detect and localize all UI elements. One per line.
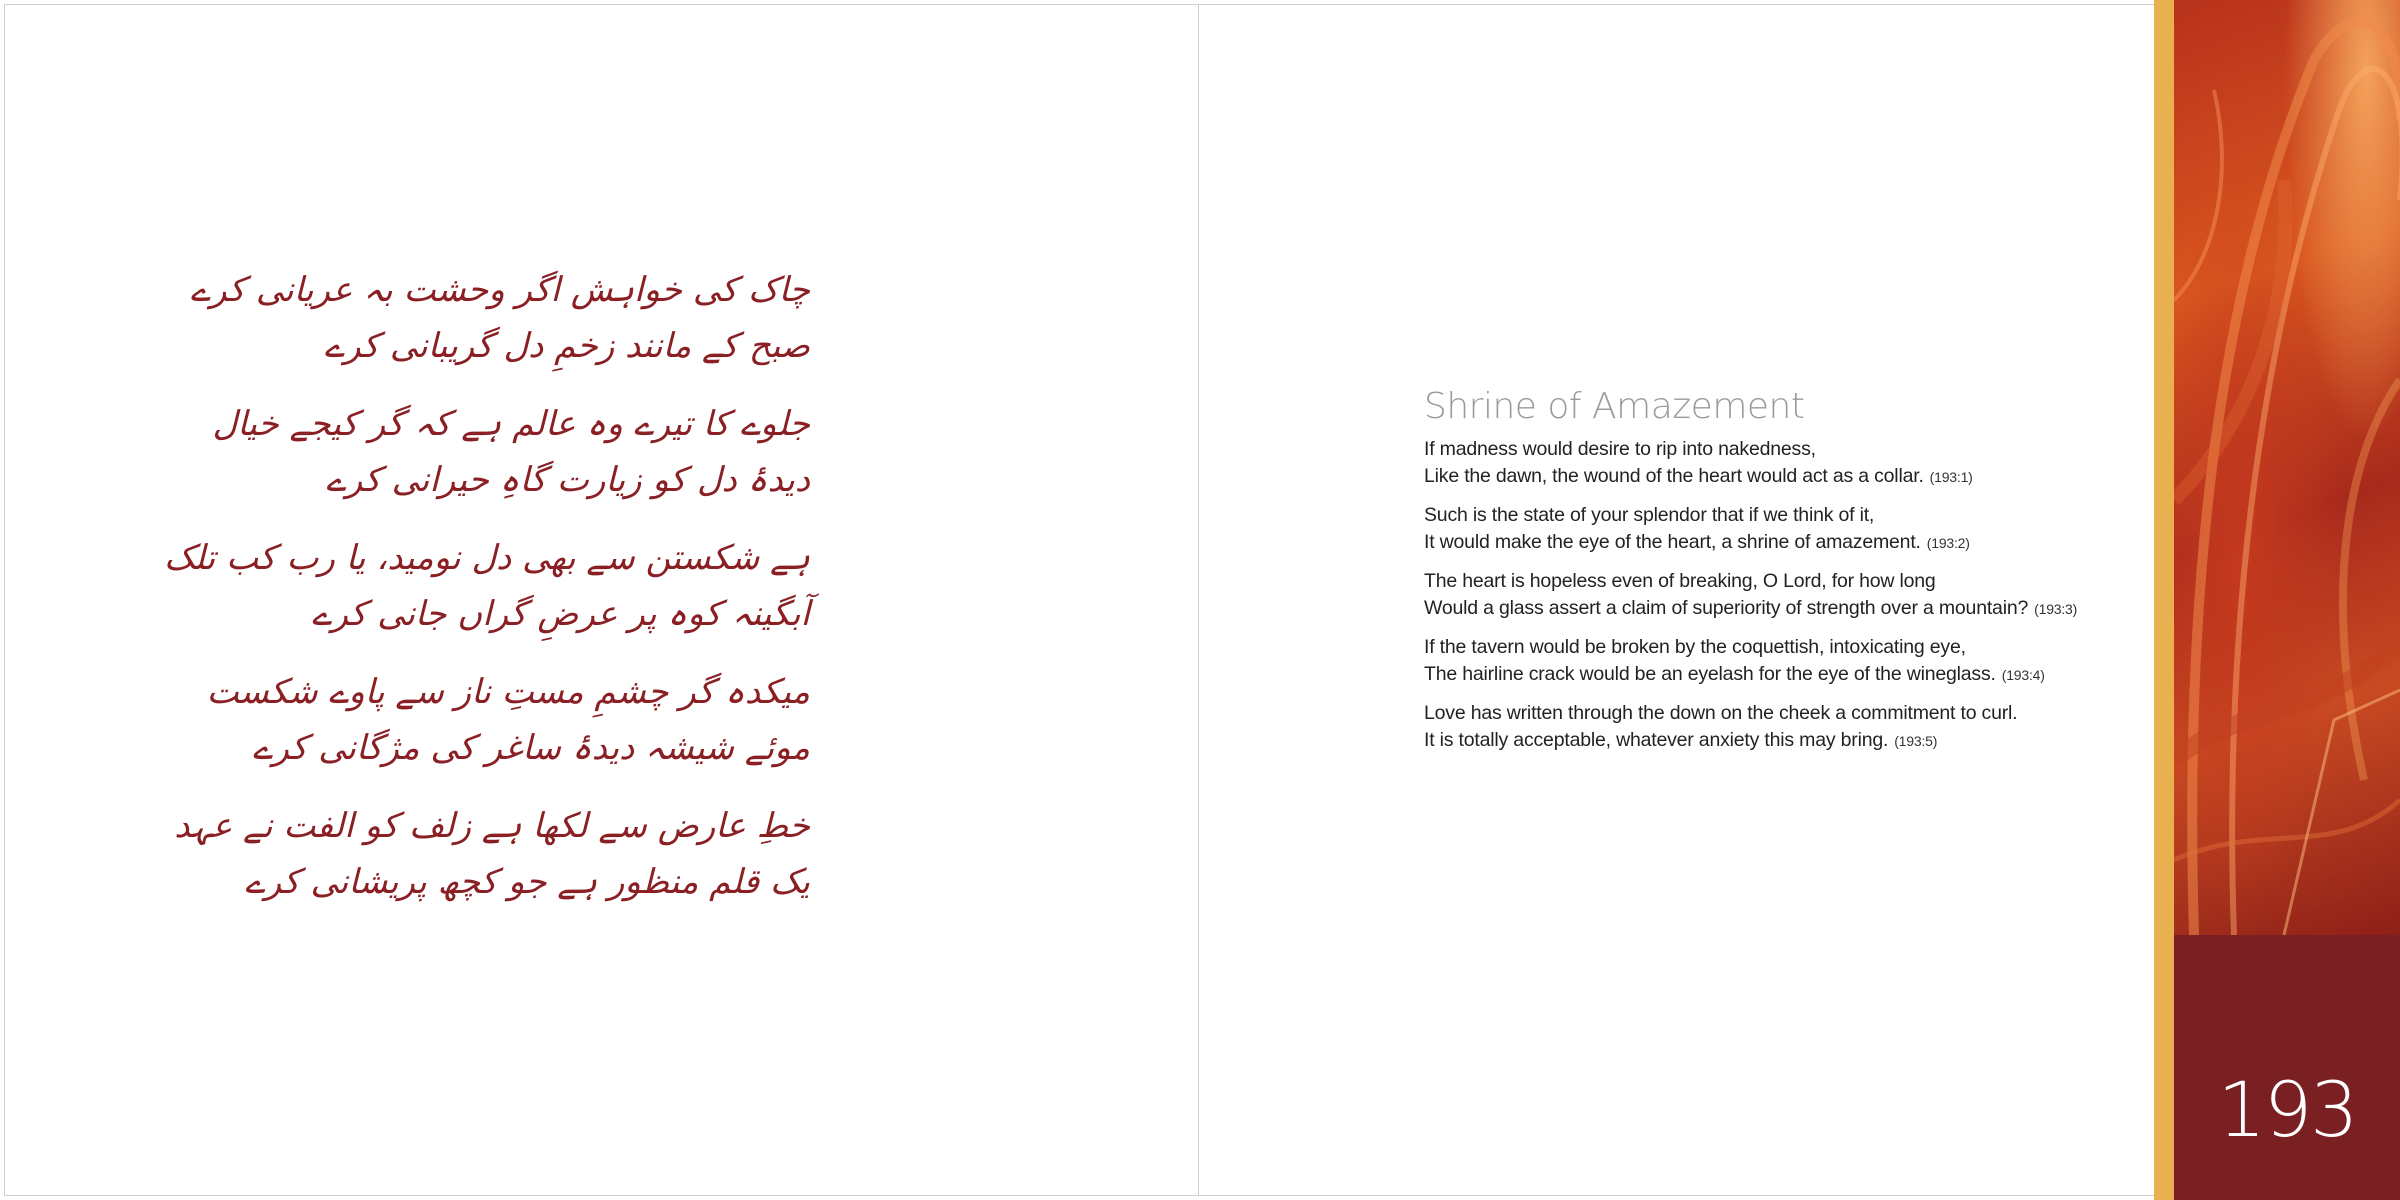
- verse-line: [1424, 529, 2124, 557]
- urdu-line: چاک کی خواہش اگر وحشت بہ عریانی کرے: [190, 270, 810, 310]
- urdu-line: موئے شیشہ دیدۂ ساغر کی مژگانی کرے: [252, 728, 810, 768]
- decorative-artwork: [2174, 0, 2400, 935]
- verse-line: The heart is hopeless even of breaking, O Lord, for how long: [1424, 570, 1936, 592]
- urdu-line: یک قلم منظور ہے جو کچھ پریشانی کرے: [244, 862, 810, 902]
- page-number: 193: [2217, 1065, 2357, 1154]
- verse-line: If the tavern would be broken by the coquettish, intoxicating eye,: [1424, 636, 1966, 658]
- urdu-line: ہے شکستن سے بھی دل نومید، یا رب کب تلک: [164, 538, 810, 578]
- urdu-line: آبگینہ کوہ پر عرضِ گراں جانی کرے: [311, 594, 810, 634]
- page-gutter: [1198, 4, 1199, 1196]
- urdu-line: خطِ عارض سے لکھا ہے زلف کو الفت نے عہد: [174, 806, 810, 846]
- urdu-line: میکدہ گر چشمِ مستِ ناز سے پاوے شکست: [206, 672, 810, 712]
- verse-5: [1424, 700, 2124, 755]
- verse-line: [1424, 727, 2124, 755]
- verse-4: [1424, 634, 2124, 689]
- verse-2: [1424, 502, 2124, 557]
- verse-line: If madness would desire to rip into nakedness,: [1424, 438, 1816, 460]
- verse-line: [1424, 595, 2124, 623]
- verse-line: Such is the state of your splendor that if we think of it,: [1424, 504, 1875, 526]
- verse-text: Like the dawn, the wound of the heart would act as a collar.: [1424, 465, 1924, 487]
- verse-1: [1424, 436, 2124, 491]
- urdu-calligraphy: [164, 262, 810, 932]
- gold-border-strip: [2154, 0, 2174, 1200]
- urdu-couplet-5: [174, 798, 810, 910]
- urdu-couplet-1: [190, 262, 810, 374]
- verse-reference: (193:5): [1894, 733, 1938, 749]
- verse-line: [1424, 661, 2124, 689]
- translation-verses: [1424, 436, 2124, 766]
- urdu-line: جلوے کا تیرے وہ عالم ہے کہ گر کیجے خیال: [212, 404, 810, 444]
- page-number-box: [2174, 935, 2400, 1200]
- urdu-line: صبح کے مانند زخمِ دل گریبانی کرے: [324, 326, 810, 366]
- verse-text: The hairline crack would be an eyelash for the eye of the wineglass.: [1424, 663, 1996, 685]
- verse-reference: (193:2): [1926, 535, 1970, 551]
- urdu-couplet-4: [206, 664, 810, 776]
- verse-reference: (193:1): [1929, 469, 1973, 485]
- verse-text: It would make the eye of the heart, a shrine of amazement.: [1424, 531, 1921, 553]
- verse-reference: (193:4): [2001, 667, 2045, 683]
- verse-reference: (193:3): [2034, 601, 2078, 617]
- verse-text: It is totally acceptable, whatever anxiety this may bring.: [1424, 729, 1889, 751]
- verse-text: Would a glass assert a claim of superiority of strength over a mountain?: [1424, 597, 2029, 619]
- verse-3: [1424, 568, 2124, 623]
- flame-swirl-art: [2174, 0, 2400, 935]
- verse-line: Love has written through the down on the cheek a commitment to curl.: [1424, 702, 2018, 724]
- urdu-couplet-2: [212, 396, 810, 508]
- urdu-line: دیدۂ دل کو زیارت گاہِ حیرانی کرے: [325, 460, 810, 500]
- urdu-couplet-3: [164, 530, 810, 642]
- poem-title: Shrine of Amazement: [1424, 386, 1805, 427]
- verse-line: [1424, 463, 2124, 491]
